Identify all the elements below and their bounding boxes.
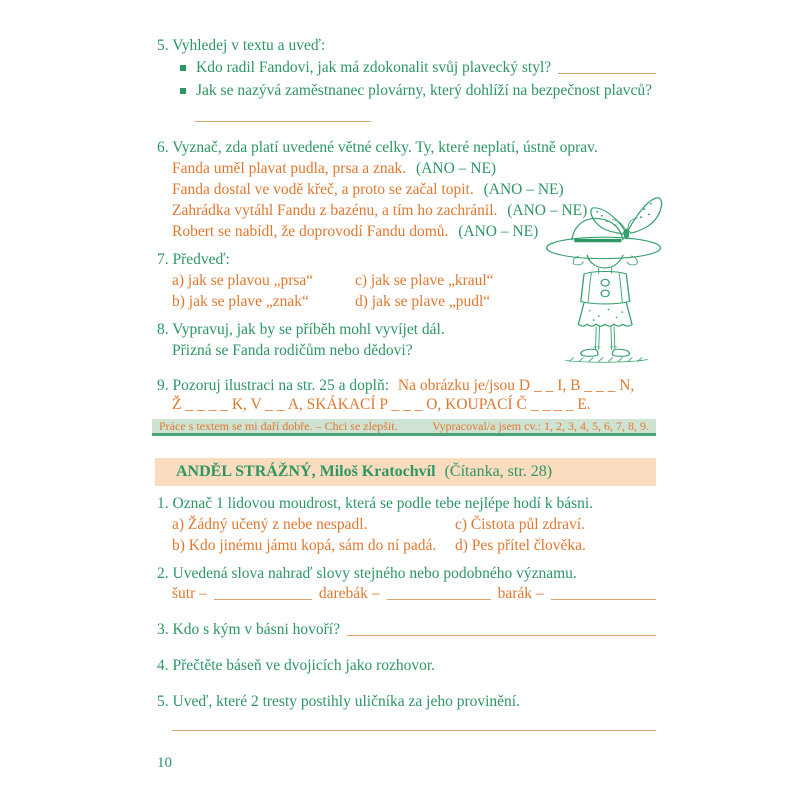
- answer-line: [551, 599, 656, 600]
- q5-bullet-2-text: Jak se nazývá zaměstnanec plovárny, který dohlíží na bezpečnost plavců?: [196, 82, 653, 99]
- answer-line: [172, 730, 656, 731]
- statement-text: Fanda dostal ve vodě křeč, a proto se začal topit.: [172, 181, 474, 198]
- q6-prompt: 6. Vyznač, zda platí uvedené větné celky. Ty, které neplatí, ústně oprav.: [157, 139, 598, 156]
- s2q1-option-a: a) Žádný učený z nebe nespadl.: [172, 516, 368, 533]
- s2q1-prompt: 1. Označ 1 lidovou moudrost, která se podle tebe nejlépe hodí k básni.: [157, 495, 594, 512]
- bullet-square-icon: [180, 65, 186, 71]
- q6-statement-3: [172, 202, 587, 220]
- s2q2-word-1: šutr –: [172, 585, 207, 602]
- s2q2-prompt: 2. Uvedená slova nahraď slovy stejného nebo podobného významu.: [157, 565, 577, 582]
- self-check-right-text: Vypracoval/a jsem cv.: 1, 2, 3, 4, 5, 6, 7, 8, 9.: [432, 418, 649, 433]
- self-check-left-text: Práce s textem se mi daří dobře. – Chci se zlepšit.: [159, 418, 398, 433]
- s2q4-prompt: 4. Přečtěte báseň ve dvojicích jako rozhovor.: [157, 657, 436, 674]
- s2q2-word-3: barák –: [497, 585, 544, 602]
- q7-option-d: d) jak se plave „pudl“: [355, 293, 491, 310]
- statement-text: Robert se nabídl, že doprovodí Fandu domů.: [172, 223, 449, 240]
- q5-prompt: 5. Vyhledej v textu a uveď:: [157, 37, 326, 54]
- q8-prompt-line2: Přizná se Fanda rodičům nebo dědovi?: [172, 342, 413, 359]
- q7-option-b: b) jak se plave „znak“: [172, 293, 309, 310]
- ano-ne-choice: (ANO – NE): [416, 160, 497, 177]
- self-check-banner: [152, 419, 656, 436]
- s2q1-option-b: b) Kdo jinému jámu kopá, sám do ní padá.: [172, 537, 437, 554]
- q6-statement-4: [172, 223, 538, 241]
- q7-option-a: a) jak se plavou „prsa“: [172, 272, 314, 289]
- s2q5-prompt: 5. Uveď, které 2 tresty postihly uličníka za jeho provinění.: [157, 693, 520, 710]
- statement-text: Fanda uměl plavat pudla, prsa a znak.: [172, 160, 407, 177]
- ano-ne-choice: (ANO – NE): [483, 181, 564, 198]
- q6-statement-2: [172, 181, 564, 199]
- statement-text: Zahrádka vytáhl Fandu z bazénu, a tím ho zachránil.: [172, 202, 498, 219]
- s2q2-word-2: darebák –: [318, 585, 380, 602]
- s2q1-option-d: d) Pes přítel člověka.: [455, 537, 586, 554]
- q7-prompt: 7. Předveď:: [157, 251, 230, 268]
- s2q1-row-2: [172, 537, 656, 555]
- q6-statement-1: [172, 160, 496, 178]
- s2q3-prompt: 3. Kdo s kým v básni hovoří?: [157, 621, 340, 638]
- answer-line: [387, 599, 491, 600]
- q9-fill-part1: Na obrázku je/jsou D _ _ I, B _ _ _ N,: [397, 377, 635, 394]
- section-title: ANDĚL STRÁŽNÝ, Miloš Kratochvíl: [176, 463, 436, 480]
- q7-option-c: c) jak se plave „kraul“: [355, 272, 494, 289]
- section-header: [155, 458, 656, 486]
- q5-bullet-1: [180, 59, 656, 77]
- ano-ne-choice: (ANO – NE): [507, 202, 588, 219]
- s2q2-fill-row: [172, 585, 656, 603]
- q9-fill-part2: Ž _ _ _ _ K, V _ _ A, SKÁKACÍ P _ _ _ O, KOUPACÍ Č _ _ _ _ E.: [172, 396, 591, 413]
- answer-line: [195, 121, 371, 122]
- s2q1-option-c: c) Čistota půl zdraví.: [455, 516, 585, 533]
- s2q1-row-1: [172, 516, 656, 534]
- section-source: (Čítanka, str. 28): [444, 463, 553, 480]
- s2q3-row: [157, 621, 656, 639]
- answer-line: [347, 635, 656, 636]
- q9-prompt: 9. Pozoruj ilustraci na str. 25 a doplň:: [157, 377, 390, 394]
- q5-bullet-2: [180, 82, 656, 100]
- ano-ne-choice: (ANO – NE): [458, 223, 539, 240]
- bullet-square-icon: [180, 88, 186, 94]
- q5-bullet-1-text: Kdo radil Fandovi, jak má zdokonalit svůj plavecký styl?: [196, 59, 552, 76]
- q8-prompt-line1: 8. Vypravuj, jak by se příběh mohl vyvíjet dál.: [157, 321, 445, 338]
- q9-line-1: [157, 377, 634, 395]
- answer-line: [214, 599, 312, 600]
- answer-line: [558, 73, 656, 74]
- child-with-hat-butterfly-illustration: [545, 189, 667, 363]
- page-number: 10: [157, 755, 172, 771]
